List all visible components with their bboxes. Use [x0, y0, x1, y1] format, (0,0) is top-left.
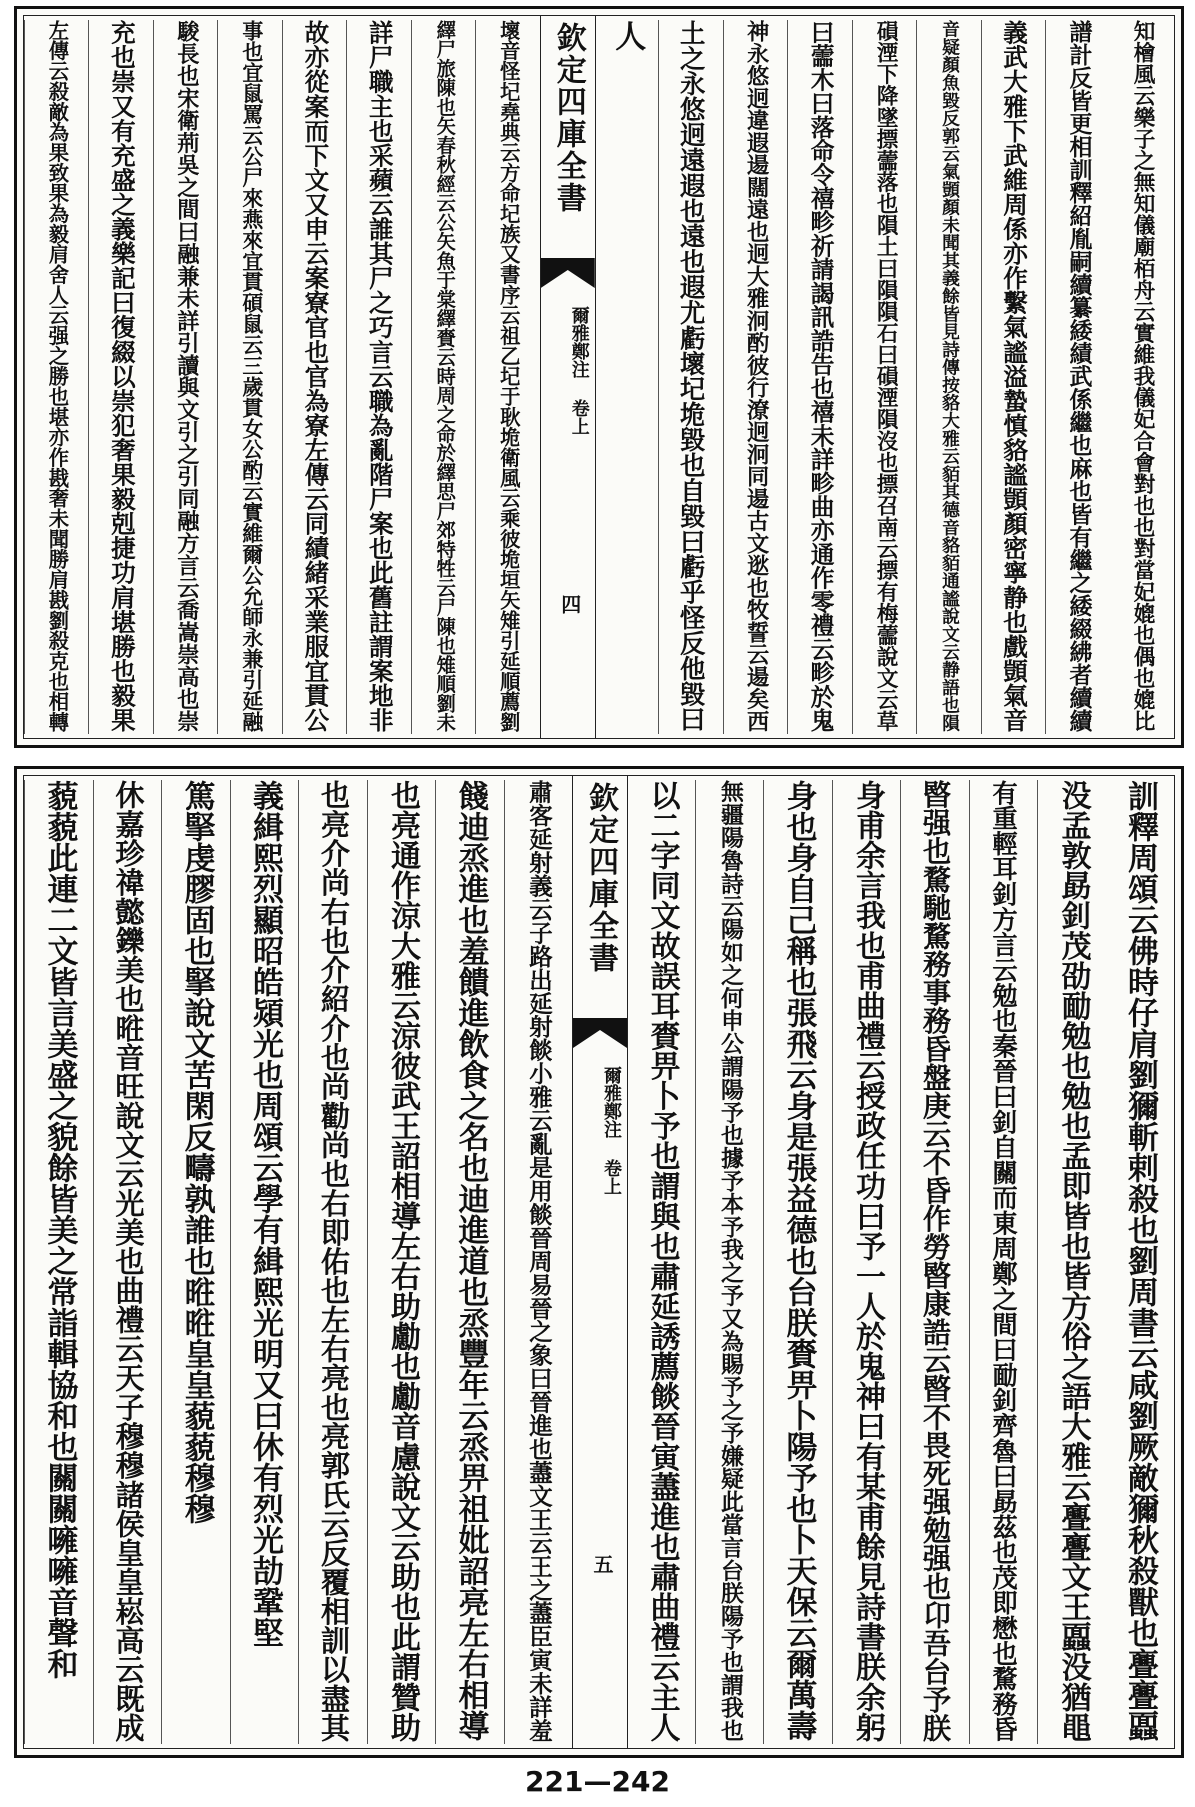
fold-page-number: 四: [557, 593, 582, 614]
text-column: [411, 20, 475, 734]
column-text: 有重輕耳釗方言云勉也秦晉曰釗自關而東周鄭之間曰勔釗齊魯曰勗茲也茂即懋也騖務昏: [989, 780, 1019, 1742]
column-text: 曰蘦木曰落命令禧畛祈請謁訊誥告也禧未詳畛曲亦通作零禮云畛於鬼: [806, 20, 835, 732]
top-page-leaf: [14, 6, 1184, 748]
fold-title: 欽定四庫全書: [583, 782, 618, 974]
column-text: 壞音怪圮堯典云方命圮族又書序云祖乙圮于耿垝衛風云乘彼垝垣矢雉引延順薦劉: [496, 20, 521, 732]
text-column: [1106, 780, 1175, 1744]
column-text: 暋强也騖馳騖務事務昏盤庚云不昏作勞暋康誥云暋不畏死强勉强也卬吾台予朕: [918, 780, 953, 1742]
column-text: 無疆陽魯詩云陽如之何申公謂陽予也據予本予我之予又為賜予之予嫌疑此當言台朕陽予也謂我也: [717, 780, 744, 1742]
column-text: 義武大雅下武維周係亦作繫氣謐溢蟄慎貉謐顗顏密寧静也戲顗氣音: [1000, 20, 1030, 732]
fishtail-mark: [541, 258, 595, 288]
column-text: 也亮通作涼大雅云涼彼武王詔相導左右助勴也勴音慮說文云助也此謂贊助: [385, 780, 420, 1742]
column-text: 以二字同文故誤耳賚畀卜予也謂與也肅延誘薦餤晉寅藎進也肅曲禮云主人: [644, 780, 680, 1742]
text-column: [626, 780, 695, 1744]
column-text: 故亦從案而下文又申云案寮官也官為寮左傳云同績緒采業服宜貫公: [301, 20, 331, 732]
column-text: 訓釋周頌云佛時仔肩劉獮斬剌殺也劉周書云咸劉厥敵獮秋殺獸也亹亹蠠: [1122, 780, 1158, 1741]
column-text: 音疑顏魚毀反郭云氣顗顏未聞其義餘皆見詩傳按貉大雅云貊其德音貉貊通謐說文云静語也隕: [939, 20, 961, 732]
text-column: [594, 20, 658, 734]
column-text: 餞迪烝進也羞饋進飲食之名也迪進道也烝豐年云烝畀祖妣詔亮左右相導: [452, 780, 489, 1741]
text-column: [217, 20, 281, 734]
column-text: 事也宜鼠罵云公尸來燕來宜貫碩鼠云三歲貫女公酌云實維爾公允師永兼引延融: [238, 20, 264, 732]
column-text: 詳尸職主也采蘋云誰其尸之巧言云職為亂階尸案也此舊註謂案地非: [365, 20, 395, 732]
text-column: [1045, 20, 1109, 734]
column-text: 磒湮下降墜摽蘦落也隕土曰隕隕石曰磒湮隕沒也摽召南云摽有梅蘦說文云草: [873, 20, 899, 732]
text-column: [230, 780, 299, 1744]
text-column: [900, 780, 969, 1744]
text-column: [367, 780, 436, 1744]
text-column: [346, 20, 410, 734]
text-column: [475, 20, 539, 734]
center-fold-column: [572, 776, 628, 1748]
text-column: [916, 20, 980, 734]
text-column: [1110, 20, 1174, 734]
column-text: 身也身自己稱也張飛云身是張益德也台朕賚畀卜陽予也卜天保云爾萬壽: [780, 780, 817, 1741]
text-column: [787, 20, 851, 734]
text-column: [24, 20, 88, 734]
fold-subtitle: 爾雅鄭注 卷上: [601, 1066, 622, 1195]
text-column: [658, 20, 722, 734]
top-page-frame: [23, 15, 1175, 739]
text-column: [981, 20, 1045, 734]
bottom-page-frame: [23, 775, 1175, 1749]
column-text: 肅客延射義云子路出延射餤小雅云亂是用餤晉周易晉之象曰晉進也藎文王云王之藎臣寅未詳羞: [525, 780, 553, 1742]
bottom-page-leaf: [14, 766, 1184, 1758]
center-fold-column: [540, 16, 596, 738]
text-column: [435, 780, 504, 1744]
column-text: 也亮介尚右也介紹介也尚勸尚也右即佑也左右亮也亮郭氏云反覆相訓以盡其: [316, 780, 351, 1742]
text-column: [832, 780, 901, 1744]
column-text: 藐藐此連二文皆言美盛之貌餘皆美之常詣輯協和也關關噰噰音聲和: [41, 780, 78, 1679]
text-column: [161, 780, 230, 1744]
text-column: [852, 20, 916, 734]
column-text: 左傳云殺敵為果致果為毅肩舍人云强之勝也堪亦作戡奢未聞勝肩戡劉殺克也相轉: [45, 20, 70, 732]
column-text: 休嘉珍禕懿鑠美也暀音旺說文云光美也曲禮云天子穆穆諸侯皇皇崧高云既成: [111, 780, 145, 1742]
fishtail-mark: [573, 1018, 627, 1048]
column-text: 駿長也宋衛荊吳之間曰融兼未詳引讀與文引之引同融方言云喬嵩崇高也崇: [173, 20, 200, 732]
column-text: 知檜風云樂子之無知儀廟栢舟云實維我儀妃合會對也也對當妃媲也偶也媲比: [1129, 20, 1155, 732]
column-text: 義緝熙烈顯昭皓熲光也周頌云學有緝熙光明又曰休有烈光劼鞏堅: [247, 780, 283, 1648]
fold-title: 欽定四庫全書: [550, 22, 586, 214]
fold-subtitle: 爾雅鄭注 卷上: [568, 306, 590, 435]
text-column: [763, 780, 832, 1744]
column-text: 充也崇又有充盛之義樂記曰復綴以崇犯奢果毅剋捷功肩堪勝也毅果: [107, 20, 137, 732]
text-column: [1037, 780, 1106, 1744]
column-text: 土之永悠迥遠遐也遠也遐尤虧壞圮垝毀也自毀曰虧乎怪反他毀曰: [676, 20, 707, 732]
text-column: [969, 780, 1038, 1744]
column-text: 没孟敦勗釗茂劭勔勉也勉也孟即皆也皆方俗之語大雅云亹亹文王蠠没猶黽: [1055, 780, 1091, 1742]
column-text: 神永悠迥違遐逿闊遠也迥大雅泂酌彼行潦迥泂同逿古文逖也牧誓云逿矣西: [743, 20, 770, 732]
page-number-footer: 221—242: [525, 1765, 670, 1798]
text-column: [695, 780, 764, 1744]
column-text: 人: [609, 20, 646, 51]
column-text: 篤掔虔膠固也掔說文苦閑反疇孰誰也暀暀皇皇藐藐穆穆: [178, 780, 215, 1524]
text-column: [504, 780, 573, 1744]
column-text: 譜計反皆更相訓釋紹胤嗣續纂緌績武係繼也麻也皆有繼之緌綴紼者續續: [1065, 20, 1093, 732]
fold-page-number: 五: [590, 1553, 614, 1574]
text-column: [282, 20, 346, 734]
text-column: [723, 20, 787, 734]
column-text: 繹尸旅陳也矢春秋經云公矢魚于棠繹賚云時周之命於繹思尸郊特牲云尸陳也雉順劉未: [433, 20, 457, 732]
column-text: 身甫余言我也甫曲禮云授政任功曰予一人於鬼神曰有某甫餘見詩書朕余躬: [850, 780, 885, 1742]
text-column: [24, 780, 93, 1744]
text-column: [93, 780, 162, 1744]
text-column: [153, 20, 217, 734]
text-column: [298, 780, 367, 1744]
text-column: [88, 20, 152, 734]
